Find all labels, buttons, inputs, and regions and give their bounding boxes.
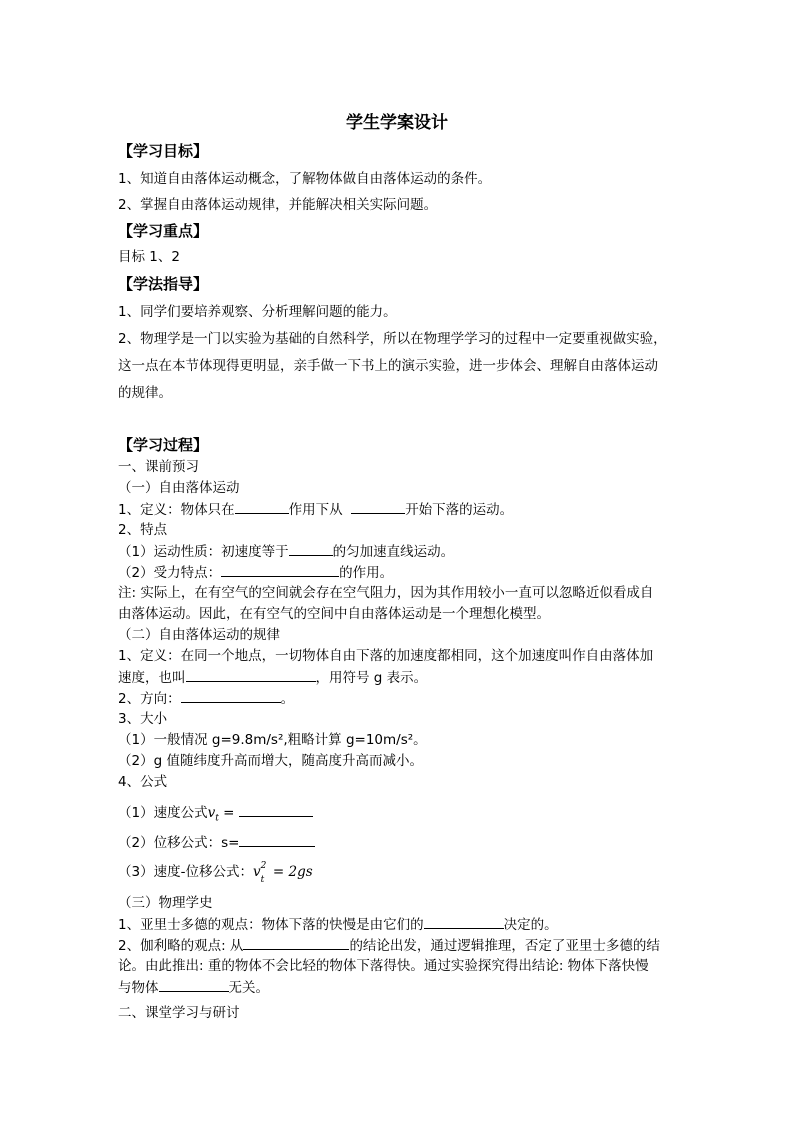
formula-velocity-line xyxy=(118,803,313,828)
history-2-text-a: 2、伽利略的观点: 从 xyxy=(118,938,244,954)
history-2-line-1 xyxy=(118,936,660,955)
velocity-symbol: v xyxy=(207,805,216,821)
blank-field[interactable] xyxy=(289,542,333,556)
blank-field[interactable] xyxy=(239,833,315,847)
formula-vd-superscript: 2 xyxy=(260,861,267,871)
history-1-text-a: 1、亚里士多德的观点：物体下落的快慢是由它们的 xyxy=(118,917,424,933)
goal-item-1: 1、知道自由落体运动概念，了解物体做自由落体运动的条件。 xyxy=(118,171,492,187)
key-text: 目标 1、2 xyxy=(118,249,180,265)
direction-text-a: 2、方向： xyxy=(118,691,181,707)
note-line-1: 注: 实际上，在有空气的空间就会存在空气阻力，因为其作用较小一直可以忽略近似看成自 xyxy=(118,585,654,601)
definition-text-b: 作用下从 xyxy=(288,502,343,518)
blank-field[interactable] xyxy=(159,978,229,992)
history-2-text-b: 的结论出发，通过逻辑推理，否定了亚里士多德的结 xyxy=(349,938,660,954)
method-item-2-line-2: 这一点在本节体现得更明显，亲手做一下书上的演示实验，进一步体会、理解自由落体运动 xyxy=(118,358,658,374)
direction-text-b: 。 xyxy=(280,691,295,707)
note-line-2: 由落体运动。因此，在有空气的空间中自由落体运动是一个理想化模型。 xyxy=(118,606,550,622)
equals-sign: = xyxy=(218,805,239,821)
feature-2-line xyxy=(118,563,393,582)
formula-vd-rest: = 2gs xyxy=(268,864,313,880)
blank-field[interactable] xyxy=(186,668,316,682)
subsection-1-title: （一）自由落体运动 xyxy=(118,480,240,496)
history-2-text-d: 无关。 xyxy=(228,980,269,996)
history-1-text-b: 决定的。 xyxy=(503,917,558,933)
formula-vd-label: （3）速度-位移公式： xyxy=(118,864,253,880)
method-heading: 【学法指导】 xyxy=(118,275,209,293)
formula-vd-indices xyxy=(260,861,269,885)
part-1-title: 一、课前预习 xyxy=(118,459,199,475)
subsection-3-title: （三）物理学史 xyxy=(118,895,213,911)
method-item-2-line-1: 2、物理学是一门以实验为基础的自然科学，所以在物理学学习的过程中一定要重视做实验， xyxy=(118,331,667,347)
formula-velocity-displacement-line xyxy=(118,861,313,885)
feature-title: 2、特点 xyxy=(118,522,168,538)
direction-line xyxy=(118,689,294,708)
method-item-1: 1、同学们要培养观察、分析理解问题的能力。 xyxy=(118,304,397,320)
feature-1-text-b: 的匀加速直线运动。 xyxy=(332,544,455,560)
process-heading: 【学习过程】 xyxy=(118,436,209,454)
formula-displacement-label: （2）位移公式：s= xyxy=(118,835,240,851)
blank-field[interactable] xyxy=(239,803,313,817)
definition-text-c: 开始下落的运动。 xyxy=(405,502,514,518)
acceleration-line-2 xyxy=(118,668,427,687)
history-2-text-c: 与物体 xyxy=(118,980,159,996)
feature-2-text-a: （2）受力特点： xyxy=(118,565,222,581)
formula-vd-subscript: t xyxy=(260,875,265,885)
part-2-title: 二、课堂学习与研讨 xyxy=(118,1005,240,1021)
feature-2-text-b: 的作用。 xyxy=(339,565,394,581)
method-item-2-line-3: 的规律。 xyxy=(118,385,172,401)
formula-title: 4、公式 xyxy=(118,774,168,790)
acceleration-text-b: ，用符号 g 表示。 xyxy=(315,670,428,686)
size-item-1: （1）一般情况 g=9.8m/s²,粗略计算 g=10m/s²。 xyxy=(118,732,427,748)
blank-field[interactable] xyxy=(243,936,349,950)
subsection-2-title: （二）自由落体运动的规律 xyxy=(118,627,280,643)
blank-field[interactable] xyxy=(221,563,339,577)
formula-velocity-label: （1）速度公式 xyxy=(118,805,208,821)
feature-1-line xyxy=(118,542,454,561)
goal-item-2: 2、掌握自由落体运动规律，并能解决相关实际问题。 xyxy=(118,197,438,213)
formula-displacement-line xyxy=(118,833,315,852)
acceleration-text-a: 速度，也叫 xyxy=(118,670,186,686)
size-item-2: （2）g 值随纬度升高而增大，随高度升高而减小。 xyxy=(118,753,423,769)
page-title: 学生学案设计 xyxy=(346,113,448,133)
definition-line xyxy=(118,500,513,519)
velocity-subscript: t xyxy=(215,813,219,824)
blank-field[interactable] xyxy=(351,500,405,514)
history-2-line-2: 论。由此推出: 重的物体不会比轻的物体下落得快。通过实验探究得出结论: 物体下落快慢 xyxy=(118,958,649,974)
size-title: 3、大小 xyxy=(118,711,168,727)
blank-field[interactable] xyxy=(181,689,281,703)
history-1-line xyxy=(118,915,558,934)
acceleration-line-1: 1、定义：在同一个地点，一切物体自由下落的加速度都相同，这个加速度叫作自由落体加 xyxy=(118,648,654,664)
feature-1-text-a: （1）运动性质：初速度等于 xyxy=(118,544,289,560)
formula-vd-symbol: v xyxy=(252,864,261,880)
blank-field[interactable] xyxy=(424,915,504,929)
goals-heading: 【学习目标】 xyxy=(118,142,209,160)
key-heading: 【学习重点】 xyxy=(118,222,209,240)
blank-field[interactable] xyxy=(235,500,289,514)
definition-text-a: 1、定义：物体只在 xyxy=(118,502,235,518)
history-2-line-3 xyxy=(118,978,269,997)
